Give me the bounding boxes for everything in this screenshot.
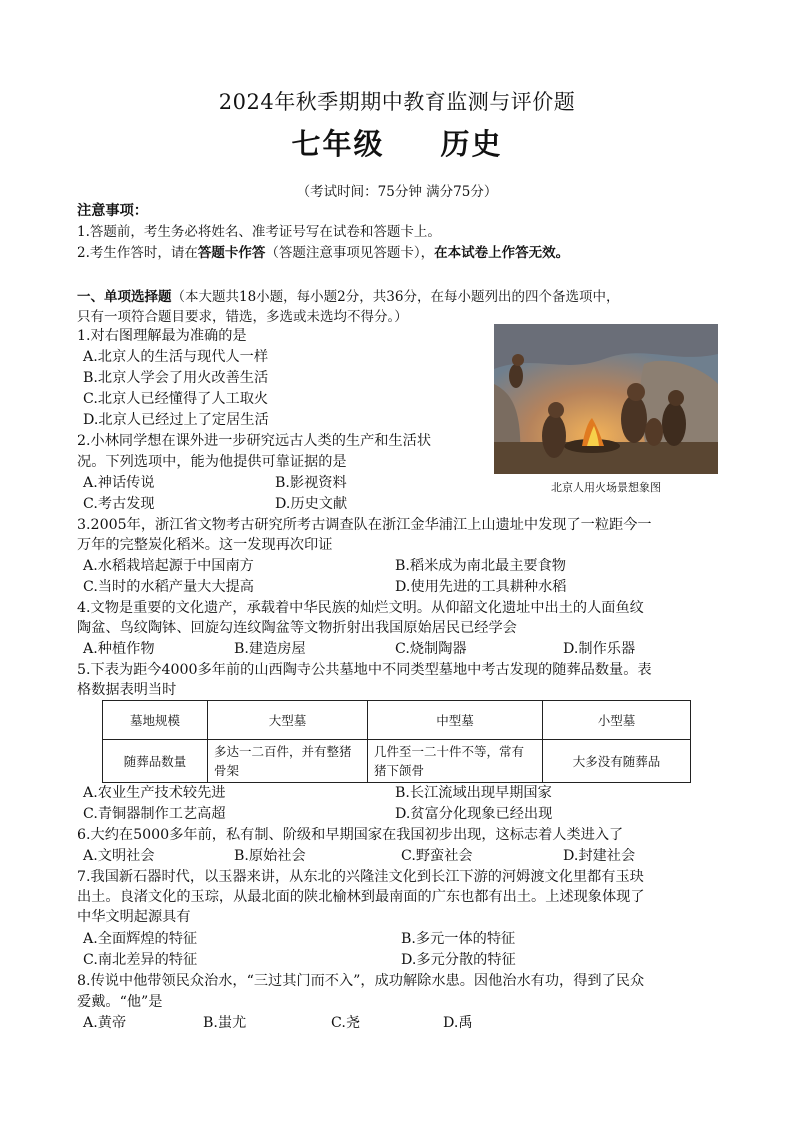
q1-stem: 1.对右图理解最为准确的是 bbox=[77, 328, 247, 344]
burial-goods-table bbox=[102, 700, 691, 783]
q8-stem-line1: 8.传说中他带领民众治水，“三过其门而不入”，成功解除水患。因他治水有功，得到了民众 bbox=[77, 973, 645, 989]
q3-stem-line2: 万年的完整炭化稻米。这一发现再次印证 bbox=[77, 537, 333, 553]
notes-heading: 注意事项： bbox=[77, 203, 148, 219]
cave-scene-image bbox=[494, 324, 718, 474]
figure-caption: 北京人用火场景想象图 bbox=[551, 481, 661, 494]
grade-label: 七年级 bbox=[291, 127, 385, 161]
q7-stem-line1: 7.我国新石器时代，以玉器来讲，从东北的兴隆洼文化到长江下游的河姆渡文化里都有玉玦 bbox=[77, 869, 644, 885]
q5-option-c: C.青铜器制作工艺高超 bbox=[83, 806, 226, 822]
subject-label: 历史 bbox=[440, 127, 503, 161]
grade-subject bbox=[0, 122, 794, 163]
q8-option-d: D.禹 bbox=[443, 1015, 473, 1031]
table-cell: 几件至一二十件不等，常有猪下颌骨 bbox=[368, 740, 543, 783]
notes-item-2 bbox=[77, 243, 569, 264]
q6-option-b: B.原始社会 bbox=[234, 848, 306, 864]
q1-option-b: B.北京人学会了用火改善生活 bbox=[83, 370, 269, 386]
q7-option-a: A.全面辉煌的特征 bbox=[83, 931, 198, 947]
q2-stem-line2: 况。下列选项中，能为他提供可靠证据的是 bbox=[77, 454, 347, 470]
table-cell: 大多没有随葬品 bbox=[543, 740, 691, 783]
q5-option-a: A.农业生产技术较先进 bbox=[83, 785, 226, 801]
q6-option-d: D.封建社会 bbox=[563, 848, 636, 864]
table-cell: 随葬品数量 bbox=[103, 740, 208, 783]
q2-option-a: A.神话传说 bbox=[83, 475, 155, 491]
table-row bbox=[103, 740, 691, 783]
q2-option-b: B.影视资料 bbox=[275, 475, 347, 491]
table-header-row bbox=[103, 701, 691, 740]
table-header-cell: 墓地规模 bbox=[103, 701, 208, 740]
q7-option-b: B.多元一体的特征 bbox=[401, 931, 516, 947]
q7-stem-line2: 出土。良渚文化的玉琮，从最北面的陕北榆林到最南面的广东也都有出土。上述现象体现了 bbox=[77, 889, 645, 905]
notes-item-2-text: 2.考生作答时，请在 bbox=[77, 245, 198, 261]
q6-option-a: A.文明社会 bbox=[83, 848, 155, 864]
table-cell: 多达一二百件，并有整猪骨架 bbox=[208, 740, 368, 783]
q3-option-c: C.当时的水稻产量大大提高 bbox=[83, 579, 254, 595]
q5-option-d: D.贫富分化现象已经出现 bbox=[395, 806, 553, 822]
q8-option-b: B.蚩尤 bbox=[203, 1015, 247, 1031]
table-header-cell: 小型墓 bbox=[543, 701, 691, 740]
q3-stem-line1: 3.2005年，浙江省文物考古研究所考古调查队在浙江金华浦江上山遗址中发现了一粒距今一 bbox=[77, 517, 652, 533]
section-heading-title: 一、单项选择题 bbox=[77, 289, 172, 305]
q5-option-b: B.长江流域出现早期国家 bbox=[395, 785, 552, 801]
q8-option-c: C.尧 bbox=[331, 1015, 361, 1031]
q5-stem-line1: 5.下表为距今4000多年前的山西陶寺公共墓地中不同类型墓地中考古发现的随葬品数量。表 bbox=[77, 662, 652, 678]
exam-info: （考试时间：75分钟 满分75分） bbox=[296, 184, 498, 200]
q4-stem-line1: 4.文物是重要的文化遗产，承载着中华民族的灿烂文明。从仰韶文化遗址中出土的人面鱼纹 bbox=[77, 600, 644, 616]
section-heading-line2: 只有一项符合题目要求，错选，多选或未选均不得分。） bbox=[77, 309, 408, 325]
q1-option-a: A.北京人的生活与现代人一样 bbox=[83, 349, 269, 365]
q7-stem-line3: 中华文明起源具有 bbox=[77, 909, 191, 925]
q6-stem: 6.大约在5000多年前，私有制、阶级和早期国家在我国初步出现，这标志着人类进入了 bbox=[77, 827, 624, 843]
q4-option-a: A.种植作物 bbox=[83, 641, 155, 657]
q3-option-b: B.稻米成为南北最主要食物 bbox=[395, 558, 566, 574]
q4-stem-line2: 陶盆、鸟纹陶钵、回旋勾连纹陶盆等文物折射出我国原始居民已经学会 bbox=[77, 620, 517, 636]
notes-item-2-middle: （答题注意事项见答题卡）， bbox=[265, 245, 435, 261]
exam-title: 2024年秋季期期中教育监测与评价题 bbox=[218, 90, 576, 114]
notes-item-2-warning: 在本试卷上作答无效。 bbox=[434, 245, 570, 261]
q6-option-c: C.野蛮社会 bbox=[401, 848, 473, 864]
q8-stem-line2: 爱戴。“他”是 bbox=[77, 994, 163, 1010]
peking-man-fire-illustration bbox=[494, 324, 718, 474]
q4-option-b: B.建造房屋 bbox=[234, 641, 306, 657]
q7-option-d: D.多元分散的特征 bbox=[401, 952, 516, 968]
q4-option-d: D.制作乐器 bbox=[563, 641, 636, 657]
table-header-cell: 中型墓 bbox=[368, 701, 543, 740]
notes-item-1: 1.答题前，考生务必将姓名、准考证号写在试卷和答题卡上。 bbox=[77, 224, 441, 240]
q5-stem-line2: 格数据表明当时 bbox=[77, 682, 177, 698]
q2-option-d: D.历史文献 bbox=[275, 496, 348, 512]
section-heading-desc: （本大题共18小题，每小题2分，共36分，在每小题列出的四个备选项中， bbox=[171, 289, 620, 305]
q2-option-c: C.考古发现 bbox=[83, 496, 155, 512]
q1-option-d: D.北京人已经过上了定居生活 bbox=[83, 412, 269, 428]
section-heading bbox=[77, 287, 619, 308]
q8-option-a: A.黄帝 bbox=[83, 1015, 127, 1031]
q1-option-c: C.北京人已经懂得了人工取火 bbox=[83, 391, 269, 407]
q4-option-c: C.烧制陶器 bbox=[395, 641, 467, 657]
q3-option-d: D.使用先进的工具耕种水稻 bbox=[395, 579, 567, 595]
table-header-cell: 大型墓 bbox=[208, 701, 368, 740]
q2-stem-line1: 2.小林同学想在课外进一步研究远古人类的生产和生活状 bbox=[77, 433, 432, 449]
notes-item-2-emphasis: 答题卡作答 bbox=[197, 245, 266, 261]
q3-option-a: A.水稻栽培起源于中国南方 bbox=[83, 558, 254, 574]
q7-option-c: C.南北差异的特征 bbox=[83, 952, 198, 968]
